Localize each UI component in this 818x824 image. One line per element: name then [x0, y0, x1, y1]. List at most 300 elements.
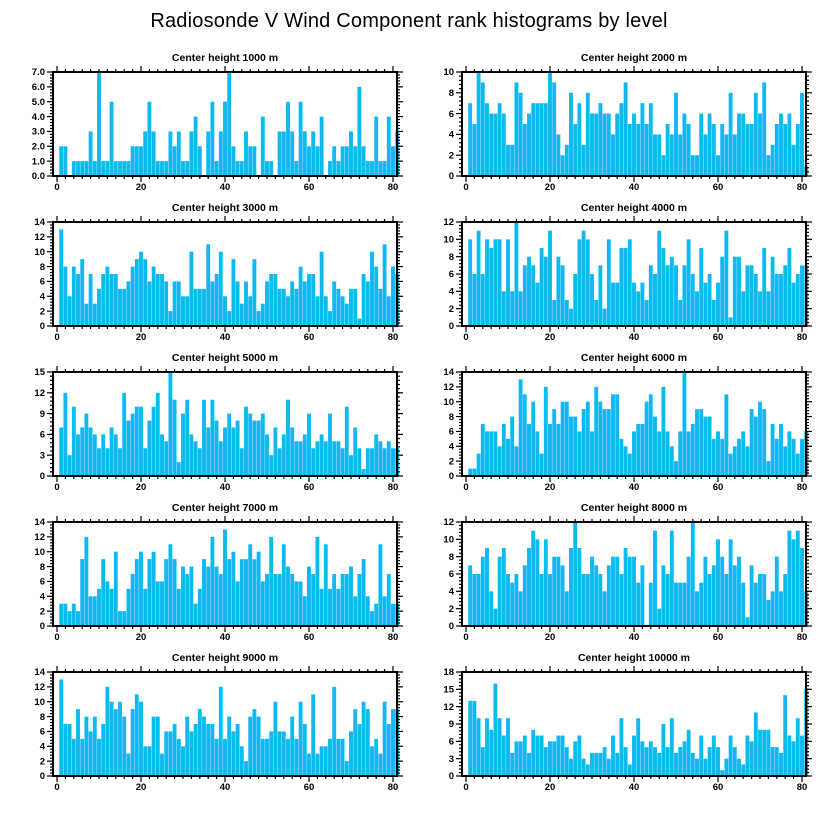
bar — [619, 103, 623, 176]
bar — [299, 102, 303, 176]
bar — [750, 741, 754, 776]
y-tick-label: 10 — [34, 246, 45, 258]
bar — [540, 574, 544, 626]
x-tick-label: 80 — [387, 782, 399, 793]
bar — [80, 259, 84, 326]
bar — [779, 591, 783, 626]
bar — [771, 747, 775, 776]
x-tick-label: 40 — [219, 332, 231, 343]
y-tick-label: 14 — [34, 667, 45, 679]
bar — [118, 289, 122, 326]
bar — [324, 746, 328, 776]
bars — [59, 372, 399, 476]
bar — [328, 414, 332, 476]
bar — [387, 574, 391, 626]
bar — [691, 753, 695, 776]
bar — [341, 574, 345, 626]
chart-subtitle: Center height 1000 m — [171, 52, 279, 64]
bar — [194, 289, 198, 326]
bar — [206, 567, 210, 626]
bar — [615, 394, 619, 476]
bar — [645, 124, 649, 176]
plot-group — [34, 366, 403, 493]
y-tick-label: 6 — [39, 726, 45, 738]
bar — [345, 407, 349, 476]
y-tick-label: 2 — [39, 756, 45, 768]
y-tick-label: 15 — [34, 367, 45, 379]
bar — [84, 161, 88, 176]
bar — [632, 736, 636, 776]
y-tick-label: 5.0 — [31, 96, 45, 108]
bar — [311, 448, 315, 476]
bar — [72, 161, 76, 176]
bar — [783, 574, 787, 626]
y-tick-label: 4 — [39, 741, 45, 753]
bar — [84, 414, 88, 476]
bar — [565, 145, 569, 176]
bar — [181, 414, 185, 476]
bar — [603, 114, 607, 176]
bar — [223, 296, 227, 326]
bar — [215, 274, 219, 326]
bar — [506, 574, 510, 626]
bar — [63, 267, 67, 326]
bar — [131, 267, 135, 326]
bar — [286, 739, 290, 776]
bar — [510, 583, 514, 626]
bar — [311, 131, 315, 176]
bar — [745, 265, 749, 326]
bar — [716, 155, 720, 176]
bars — [59, 679, 399, 776]
bar — [666, 574, 670, 626]
bar — [695, 409, 699, 476]
bar — [370, 611, 374, 626]
bar — [741, 431, 745, 476]
bar — [800, 548, 804, 626]
bar — [569, 309, 573, 326]
chart-plot-svg — [0, 50, 409, 196]
bar — [741, 764, 745, 776]
bar — [577, 736, 581, 776]
bar — [552, 409, 556, 476]
bar — [687, 431, 691, 476]
bar — [729, 539, 733, 626]
bar — [114, 709, 118, 776]
bar — [315, 441, 319, 476]
bar — [139, 252, 143, 326]
bar — [290, 717, 294, 776]
bar — [569, 417, 573, 476]
bar — [160, 434, 164, 476]
bar — [357, 574, 361, 626]
bar — [636, 291, 640, 326]
bar — [787, 248, 791, 326]
bar — [720, 124, 724, 176]
x-tick-label: 60 — [303, 632, 315, 643]
bar — [754, 93, 758, 176]
bar — [202, 289, 206, 326]
bar — [590, 114, 594, 176]
bar — [615, 557, 619, 626]
bar — [628, 124, 632, 176]
chart-plot-svg — [0, 200, 409, 346]
bar — [164, 441, 168, 476]
bar — [177, 462, 181, 476]
y-tick-label: 18 — [443, 667, 454, 679]
bar — [733, 134, 737, 176]
bar — [89, 731, 93, 776]
bar — [299, 702, 303, 776]
bar — [624, 248, 628, 326]
bar — [666, 747, 670, 776]
chart-plot-svg — [409, 350, 818, 496]
bar — [177, 281, 181, 326]
bar — [703, 283, 707, 326]
bar — [527, 548, 531, 626]
x-tick-label: 0 — [463, 332, 469, 343]
bar — [506, 718, 510, 776]
bar — [699, 409, 703, 476]
bar — [750, 565, 754, 626]
bar — [657, 753, 661, 776]
bar — [391, 604, 395, 626]
x-tick-label: 20 — [135, 332, 147, 343]
bar — [762, 82, 766, 176]
bar — [510, 417, 514, 476]
y-tick-label: 0 — [448, 471, 454, 483]
bar — [506, 145, 510, 176]
bar — [586, 402, 590, 476]
bar — [775, 747, 779, 776]
bar — [366, 709, 370, 776]
bar — [766, 730, 770, 776]
bar — [357, 319, 361, 326]
bar — [745, 617, 749, 626]
bar — [336, 289, 340, 326]
bar — [252, 146, 256, 176]
bar — [244, 281, 248, 326]
bar — [265, 161, 269, 176]
bar — [152, 407, 156, 476]
bar — [252, 709, 256, 776]
bar — [215, 567, 219, 626]
bar — [640, 283, 644, 326]
bar — [493, 684, 497, 776]
bar — [792, 283, 796, 326]
bar — [661, 387, 665, 476]
bar — [391, 709, 395, 776]
y-tick-label: 14 — [443, 367, 454, 379]
bar — [792, 145, 796, 176]
bar — [282, 731, 286, 776]
bar — [779, 753, 783, 776]
bar — [628, 557, 632, 626]
bar — [357, 724, 361, 776]
bar — [640, 424, 644, 476]
bar — [135, 259, 139, 326]
bar — [792, 741, 796, 776]
bar — [636, 424, 640, 476]
bar — [387, 724, 391, 776]
y-tick-label: 7.0 — [31, 67, 45, 79]
bar — [724, 231, 728, 326]
bar — [80, 739, 84, 776]
bar — [265, 281, 269, 326]
bar — [733, 565, 737, 626]
bar — [766, 291, 770, 326]
y-tick-label: 3.0 — [31, 126, 45, 138]
bar — [754, 583, 758, 626]
bar — [657, 134, 661, 176]
bar — [303, 281, 307, 326]
x-tick-label: 40 — [219, 182, 231, 193]
bar — [695, 155, 699, 176]
bar — [261, 581, 265, 626]
bar — [611, 134, 615, 176]
bar — [311, 574, 315, 626]
bar — [472, 469, 476, 476]
bar — [362, 702, 366, 776]
bar — [391, 448, 395, 476]
x-tick-label: 0 — [54, 632, 60, 643]
bar — [787, 736, 791, 776]
bar — [779, 274, 783, 326]
bar — [143, 746, 147, 776]
bar — [219, 252, 223, 326]
bar — [771, 145, 775, 176]
bar — [206, 131, 210, 176]
plot-group — [443, 516, 812, 643]
bar — [147, 281, 151, 326]
bar — [766, 600, 770, 626]
bar — [498, 239, 502, 326]
bar — [93, 304, 97, 326]
bar — [657, 431, 661, 476]
y-tick-label: 0 — [39, 621, 45, 633]
bar — [775, 124, 779, 176]
bar — [598, 265, 602, 326]
bar — [236, 161, 240, 176]
bar — [206, 244, 210, 326]
y-tick-label: 8 — [448, 551, 454, 563]
bar — [657, 231, 661, 326]
bar — [716, 539, 720, 626]
y-tick-label: 2 — [448, 603, 454, 615]
bar — [645, 402, 649, 476]
y-tick-label: 8 — [448, 411, 454, 423]
bar — [168, 544, 172, 626]
bar — [590, 431, 594, 476]
bar — [653, 747, 657, 776]
bar — [135, 146, 139, 176]
y-tick-label: 2 — [448, 303, 454, 315]
bar — [645, 300, 649, 326]
bar — [640, 741, 644, 776]
bar — [147, 559, 151, 626]
bar — [84, 537, 88, 626]
bar — [374, 739, 378, 776]
bar — [265, 574, 269, 626]
bar — [269, 274, 273, 326]
bar — [552, 557, 556, 626]
bar — [328, 739, 332, 776]
bar — [800, 736, 804, 776]
y-tick-label: 6 — [39, 276, 45, 288]
x-tick-label: 0 — [463, 782, 469, 793]
y-tick-label: 0 — [39, 771, 45, 783]
bar — [552, 82, 556, 176]
bar — [556, 557, 560, 626]
bar — [336, 589, 340, 626]
bar — [240, 559, 244, 626]
bar — [481, 557, 485, 626]
y-tick-label: 6 — [448, 108, 454, 120]
y-tick-label: 12 — [34, 682, 45, 694]
bar — [303, 131, 307, 176]
bar — [282, 544, 286, 626]
bar — [72, 267, 76, 326]
bar — [59, 679, 63, 776]
bar — [674, 265, 678, 326]
x-tick-label: 20 — [544, 182, 556, 193]
bar — [712, 439, 716, 476]
bar — [607, 114, 611, 176]
bar — [63, 393, 67, 476]
bar — [383, 161, 387, 176]
bar — [502, 114, 506, 176]
bar — [724, 759, 728, 776]
bar — [477, 454, 481, 476]
bar — [93, 434, 97, 476]
bar — [336, 739, 340, 776]
bar — [607, 759, 611, 776]
bar — [628, 764, 632, 776]
bar — [383, 596, 387, 626]
bar — [771, 591, 775, 626]
bar — [733, 747, 737, 776]
x-tick-label: 40 — [628, 482, 640, 493]
bar — [586, 93, 590, 176]
bar — [519, 591, 523, 626]
bar — [527, 114, 531, 176]
x-tick-label: 60 — [303, 482, 315, 493]
chart-panel-4000m — [409, 200, 818, 350]
bar — [741, 114, 745, 176]
bar — [143, 131, 147, 176]
bar — [131, 709, 135, 776]
bar — [114, 434, 118, 476]
bar — [244, 407, 248, 476]
x-tick-label: 20 — [544, 482, 556, 493]
bar — [210, 400, 214, 476]
x-tick-label: 20 — [544, 632, 556, 643]
x-tick-label: 40 — [628, 182, 640, 193]
bar — [619, 574, 623, 626]
bar — [198, 589, 202, 626]
bar — [231, 427, 235, 476]
bar — [202, 717, 206, 776]
bar — [378, 161, 382, 176]
bar — [590, 557, 594, 626]
bar — [307, 274, 311, 326]
bar — [548, 72, 552, 176]
bar — [160, 274, 164, 326]
bar — [687, 124, 691, 176]
bar — [796, 454, 800, 476]
bar — [122, 289, 126, 326]
bar — [691, 424, 695, 476]
bar — [691, 274, 695, 326]
bar — [493, 609, 497, 626]
bar — [540, 454, 544, 476]
bar — [699, 248, 703, 326]
bar — [624, 747, 628, 776]
bar — [231, 259, 235, 326]
bar — [544, 387, 548, 476]
bar — [257, 552, 261, 626]
bar — [105, 687, 109, 776]
bar — [489, 114, 493, 176]
y-tick-label: 6 — [448, 269, 454, 281]
bar — [603, 409, 607, 476]
bar — [286, 102, 290, 176]
bar — [299, 581, 303, 626]
bar — [632, 557, 636, 626]
bars — [59, 529, 399, 626]
chart-panel-9000m — [0, 650, 409, 800]
plot-group — [443, 366, 812, 493]
bar — [63, 146, 67, 176]
bar — [173, 400, 177, 476]
bar — [164, 161, 168, 176]
y-tick-label: 6 — [448, 569, 454, 581]
bar — [796, 718, 800, 776]
bar — [493, 239, 497, 326]
bar — [468, 239, 472, 326]
bar — [177, 131, 181, 176]
bar — [666, 265, 670, 326]
bars — [59, 72, 399, 176]
bar — [531, 402, 535, 476]
bar — [687, 730, 691, 776]
bar — [695, 759, 699, 776]
bar — [485, 548, 489, 626]
bar — [540, 103, 544, 176]
bar — [523, 736, 527, 776]
bar — [523, 265, 527, 326]
bar — [615, 114, 619, 176]
bar — [278, 731, 282, 776]
bar — [489, 431, 493, 476]
bar — [63, 604, 67, 626]
bar — [152, 717, 156, 776]
bar — [632, 431, 636, 476]
bar — [76, 611, 80, 626]
bar — [223, 427, 227, 476]
bar — [468, 701, 472, 776]
bar — [202, 400, 206, 476]
bar — [619, 439, 623, 476]
bar — [556, 257, 560, 326]
bar — [210, 102, 214, 176]
y-tick-label: 10 — [443, 234, 454, 246]
y-tick-label: 6 — [448, 426, 454, 438]
bar — [573, 522, 577, 626]
bar — [215, 739, 219, 776]
bar — [708, 574, 712, 626]
y-tick-label: 15 — [443, 684, 454, 696]
